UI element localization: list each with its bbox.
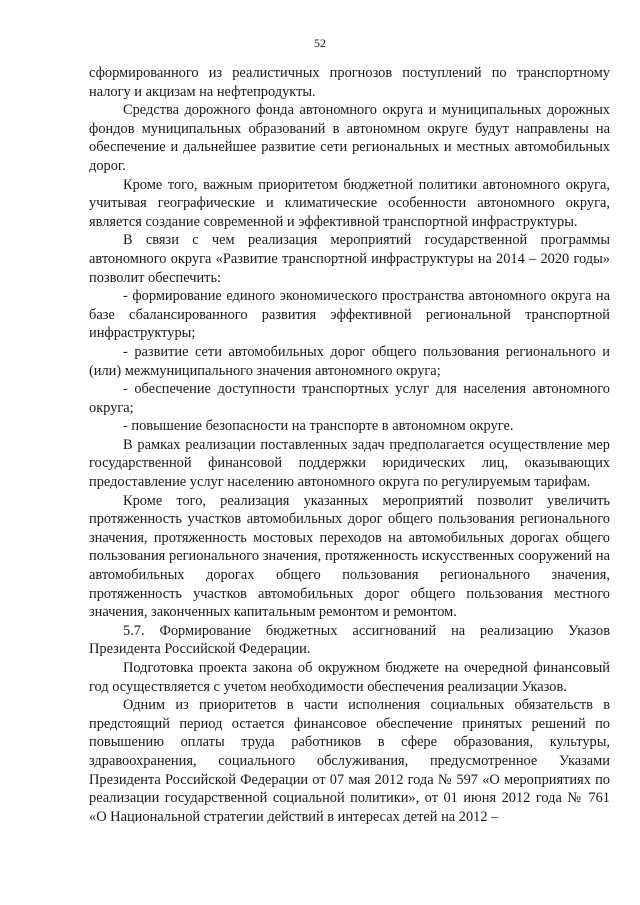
list-item: - обеспечение доступности транспортных услуг для населения автономного округа; — [89, 381, 610, 416]
page-number: 52 — [314, 36, 326, 50]
list-item: - развитие сети автомобильных дорог общего пользования регионального и (или) межмуниципального значения автономного округа; — [89, 343, 610, 379]
paragraph: В рамках реализации поставленных задач предполагается осуществление мер государственной финансовой поддержки юридических лиц, оказывающих предоставление услуг населению автономного округа по регулируемым тарифам. — [89, 436, 610, 491]
paragraph: Одним из приоритетов в части исполнения социальных обязательств в предстоящий период остается финансовое обеспечение принятых решений по повышению оплаты труда работников в сфере образования, культуры, здравоохранения, социального обслуживания, предусмотренное Указами Президента Российской Федерации от 07 мая 2012 года № 597 «О мероприятиях по реализации государственной социальной политики», от 01 июня 2012 года № 761 «О Национальной стратегии действий в интересах детей на 2012 – — [89, 697, 610, 825]
paragraph: Подготовка проекта закона об окружном бюджете на очередной финансовый год осуществляется с учетом необходимости обеспечения реализации Указов. — [89, 660, 610, 695]
paragraph: Средства дорожного фонда автономного округа и муниципальных дорожных фондов муниципальных образований в автономном округе будут направлены на обеспечение и дальнейшее развитие сети региональных и местных автомобильных дорог. — [89, 102, 610, 174]
section-heading: 5.7. Формирование бюджетных ассигнований на реализацию Указов Президента Российской Федерации. — [89, 622, 610, 658]
list-item: - повышение безопасности на транспорте в автономном округе. — [123, 418, 514, 435]
paragraph: Кроме того, важным приоритетом бюджетной политики автономного округа, учитывая географические и климатические особенности автономного округа, является создание современной и эффективной транспортной инфраструктуры. — [89, 176, 610, 230]
paragraph: Кроме того, реализация указанных мероприятий позволит увеличить протяженность участков автомобильных дорог общего пользования регионального значения, протяженность мостовых переходов на автомобильных дорогах общего пользования регионального значения, протяженность искусственных сооружений на автомобильных дорогах общего пользования регионального значения, протяженность участков автомобильных дорог общего пользования местного значения, законченных капитальным ремонтом и ремонтом. — [89, 492, 610, 621]
document-body — [89, 64, 610, 826]
paragraph: В связи с чем реализация мероприятий государственной программы автономного округа «Развитие транспортной инфраструктуры на 2014 – 2020 годы» позволит обеспечить: — [89, 232, 610, 286]
paragraph: сформированного из реалистичных прогнозов поступлений по транспортному налогу и акцизам на нефтепродукты. — [89, 65, 610, 100]
list-item: - формирование единого экономического пространства автономного округа на базе сбалансированного развития эффективной региональной транспортной инфраструктуры; — [89, 288, 610, 342]
